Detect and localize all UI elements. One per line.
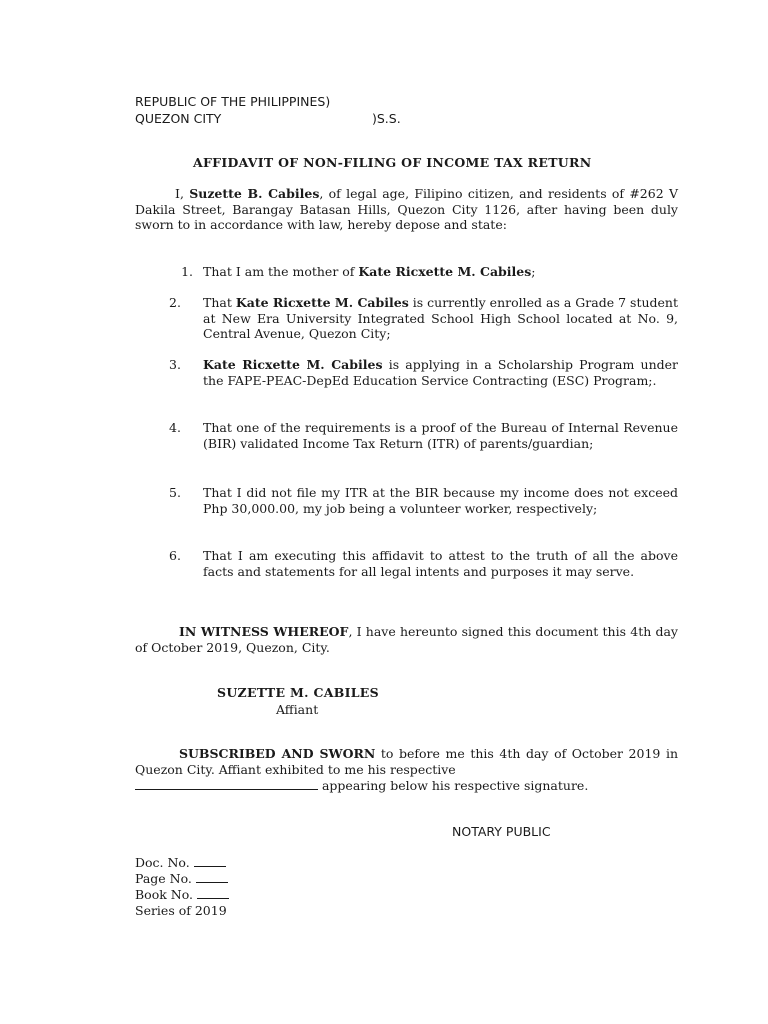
- docket-doc: [135, 855, 226, 870]
- item-text-pre: That: [203, 295, 236, 310]
- item-number: 5.: [169, 485, 181, 500]
- docket-blank: [194, 856, 226, 867]
- docket-blank: [196, 872, 228, 883]
- item-text-bold: Kate Ricxette M. Cabiles: [203, 357, 383, 372]
- jurat-paragraph: [135, 746, 678, 777]
- item-text-bold: Kate Ricxette M. Cabiles: [358, 264, 532, 279]
- jurat-heading: SUBSCRIBED AND SWORN: [179, 746, 376, 761]
- docket-page-label: Page No.: [135, 871, 196, 886]
- witness-heading: IN WITNESS WHEREOF: [179, 624, 349, 639]
- list-item: [175, 264, 678, 280]
- header-ss: )S.S.: [372, 111, 401, 126]
- header-republic: REPUBLIC OF THE PHILIPPINES): [135, 94, 331, 109]
- witness-paragraph: [135, 624, 678, 655]
- jurat-after-blank: appearing below his respective signature.: [318, 778, 589, 793]
- docket-book: [135, 887, 229, 902]
- intro-paragraph: [135, 186, 678, 233]
- item-number: 2.: [169, 295, 181, 310]
- item-text-post: is currently enrolled as a Grade 7 student at New Era University Integrated School High School located at No. 9, Central Avenue, Quezon City;: [203, 295, 678, 341]
- header-city: QUEZON CITY: [135, 111, 222, 126]
- notary-public-label: NOTARY PUBLIC: [452, 824, 551, 839]
- list-item: [169, 485, 678, 516]
- docket-series: Series of 2019: [135, 903, 227, 918]
- intro-text: , of legal age, Filipino citizen, and residents of #262 V Dakila Street, Barangay Batasan Hills, Quezon City 1126, after having been duly sworn to in accordance with law, hereby depose and state:: [135, 186, 678, 232]
- item-text-post: is applying in a Scholarship Program under the FAPE-PEAC-DepEd Education Service Contracting (ESC) Program;.: [203, 357, 678, 388]
- item-number: 3.: [169, 357, 181, 372]
- item-text-pre: That I did not file my ITR at the BIR because my income does not exceed Php 30,000.00, my job being a volunteer worker, respectively;: [203, 485, 678, 516]
- list-item: [169, 548, 678, 579]
- item-number: 4.: [169, 420, 181, 435]
- item-number: 6.: [169, 548, 181, 563]
- affiant-name: SUZETTE M. CABILES: [217, 685, 379, 700]
- affiant-label: Affiant: [276, 702, 319, 717]
- docket-blank: [197, 888, 229, 899]
- item-text-pre: That I am executing this affidavit to attest to the truth of all the above facts and statements for all legal intents and purposes it may serve.: [203, 548, 678, 579]
- list-item: [169, 420, 678, 451]
- witness-text: , I have hereunto signed this document this 4th day of October 2019, Quezon, City.: [135, 624, 678, 655]
- item-text-bold: Kate Ricxette M. Cabiles: [235, 295, 409, 310]
- id-blank-line: [135, 779, 318, 790]
- item-number: 1.: [181, 264, 193, 279]
- jurat-last-line: [135, 778, 588, 793]
- jurat-text: to before me this 4th day of October 2019 in Quezon City. Affiant exhibited to me his respective: [135, 746, 678, 777]
- item-text-pre: That one of the requirements is a proof of the Bureau of Internal Revenue (BIR) validated Income Tax Return (ITR) of parents/guardian;: [203, 420, 678, 451]
- document-title: AFFIDAVIT OF NON-FILING OF INCOME TAX RETURN: [193, 155, 592, 170]
- docket-page: [135, 871, 228, 886]
- list-item: [169, 295, 678, 342]
- deponent-name: Suzette B. Cabiles: [189, 186, 320, 201]
- intro-prefix: I,: [175, 186, 190, 201]
- docket-book-label: Book No.: [135, 887, 197, 902]
- item-text-pre: That I am the mother of: [203, 264, 359, 279]
- list-item: [169, 357, 678, 388]
- item-text-post: ;: [531, 264, 536, 279]
- docket-doc-label: Doc. No.: [135, 855, 194, 870]
